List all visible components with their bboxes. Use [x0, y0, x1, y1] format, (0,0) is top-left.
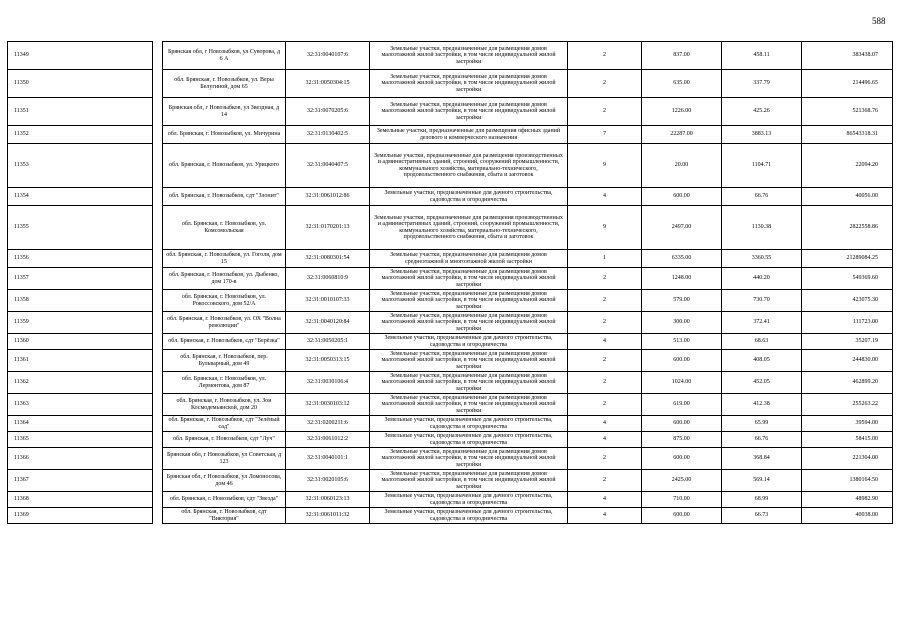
row-cadastral-value: 58415.00: [802, 432, 893, 448]
spacer: [153, 250, 163, 268]
row-address: обл. Брянская, г. Новозыбков, сдт "Злонит": [163, 188, 286, 206]
table-row: [8, 508, 893, 524]
row-area: 2425.00: [642, 470, 722, 492]
row-cadastral-value: 244830.00: [802, 350, 893, 372]
row-address: обл. Брянская, г. Новозыбков, сдт "Виктория": [163, 508, 286, 524]
row-land-use: Земельные участки, предназначенные для размещения домов малоэтажной жилой застройки, в том числе индивидуальной жилой застройки: [370, 98, 568, 126]
row-cadastral-value: 214496.65: [802, 70, 893, 98]
row-number: 11354: [8, 188, 153, 206]
row-specific-value: 368.84: [722, 448, 802, 470]
row-land-use: Земельные участки, предназначенные для размещения домов малоэтажной жилой застройки, в том числе индивидуальной жилой застройки: [370, 394, 568, 416]
row-land-use: Земельные участки, предназначенные для дачного строительства, садоводства и огородничества: [370, 188, 568, 206]
row-cadastral-number: 32:31:0030106:4: [286, 372, 370, 394]
row-cadastral-value: 39594.00: [802, 416, 893, 432]
row-address: обл. Брянская, г. Новозыбков, сдт "Луч": [163, 432, 286, 448]
table-row: [8, 250, 893, 268]
row-cadastral-value: 86543318.31: [802, 126, 893, 144]
row-cadastral-number: 32:31:0030103:12: [286, 394, 370, 416]
row-cadastral-value: 111723.00: [802, 312, 893, 334]
spacer: [153, 492, 163, 508]
row-cadastral-number: 32:31:0061011:32: [286, 508, 370, 524]
page-number: 588: [872, 16, 886, 26]
spacer: [153, 126, 163, 144]
row-cadastral-number: 32:31:0040407:5: [286, 144, 370, 188]
row-specific-value: 408.05: [722, 350, 802, 372]
row-cadastral-number: 32:31:0060810:9: [286, 268, 370, 290]
row-number: 11353: [8, 144, 153, 188]
row-number: 11352: [8, 126, 153, 144]
row-category: 4: [568, 432, 642, 448]
row-area: 2497.00: [642, 206, 722, 250]
row-category: 2: [568, 470, 642, 492]
row-address: обл. Брянская, г. Новозыбков, ул. Зои Космодемьянской, дом 20: [163, 394, 286, 416]
row-specific-value: 412.38: [722, 394, 802, 416]
row-category: 4: [568, 188, 642, 206]
cadastral-value-table: [7, 41, 893, 524]
spacer: [153, 188, 163, 206]
row-category: 4: [568, 508, 642, 524]
row-cadastral-number: 32:31:0040101:1: [286, 448, 370, 470]
row-specific-value: 425.26: [722, 98, 802, 126]
row-specific-value: 3360.55: [722, 250, 802, 268]
row-land-use: Земельные участки, предназначенные для размещения домов малоэтажной жилой застройки, в том числе индивидуальной жилой застройки: [370, 350, 568, 372]
row-land-use: Земельные участки, предназначенные для дачного строительства, садоводства и огородничества: [370, 432, 568, 448]
row-number: 11360: [8, 334, 153, 350]
row-cadastral-number: 32:31:0050205:1: [286, 334, 370, 350]
row-address: обл. Брянская, г. Новозыбков, ул. Урицкого: [163, 144, 286, 188]
row-address: обл. Брянская, г. Новозыбков, ул. Мичурина: [163, 126, 286, 144]
spacer: [153, 372, 163, 394]
row-cadastral-value: 22094.20: [802, 144, 893, 188]
row-area: 1024.00: [642, 372, 722, 394]
row-cadastral-value: 462899.20: [802, 372, 893, 394]
row-area: 600.00: [642, 508, 722, 524]
row-cadastral-number: 32:31:0061012:2: [286, 432, 370, 448]
row-area: 600.00: [642, 416, 722, 432]
row-number: 11359: [8, 312, 153, 334]
row-area: 20.00: [642, 144, 722, 188]
row-address: обл. Брянская, г. Новозыбков, ул. ОХ "Волна революции": [163, 312, 286, 334]
spacer: [153, 334, 163, 350]
row-cadastral-number: 32:31:0061012:86: [286, 188, 370, 206]
row-land-use: Земельные участки, предназначенные для размещения домов малоэтажной жилой застройки, в том числе индивидуальной жилой застройки: [370, 312, 568, 334]
row-category: 9: [568, 144, 642, 188]
table-row: [8, 416, 893, 432]
row-cadastral-value: 1380164.50: [802, 470, 893, 492]
spacer: [153, 508, 163, 524]
row-number: 11369: [8, 508, 153, 524]
row-cadastral-number: 32:31:0060123:13: [286, 492, 370, 508]
row-number: 11361: [8, 350, 153, 372]
row-area: 1226.00: [642, 98, 722, 126]
row-cadastral-value: 383438.07: [802, 42, 893, 70]
row-land-use: Земельные участки, предназначенные для размещения домов малоэтажной жилой застройки, в том числе индивидуальной жилой застройки: [370, 372, 568, 394]
row-land-use: Земельные участки, предназначенные для размещения домов малоэтажной жилой застройки, в том числе индивидуальной жилой застройки: [370, 70, 568, 98]
row-area: 600.00: [642, 350, 722, 372]
row-category: 2: [568, 350, 642, 372]
table-row: [8, 42, 893, 70]
table-row: [8, 206, 893, 250]
row-specific-value: 66.76: [722, 188, 802, 206]
row-category: 2: [568, 290, 642, 312]
row-category: 2: [568, 268, 642, 290]
row-category: 7: [568, 126, 642, 144]
row-number: 11356: [8, 250, 153, 268]
row-category: 4: [568, 492, 642, 508]
row-cadastral-number: 32:31:0020105:6: [286, 470, 370, 492]
row-area: 600.00: [642, 188, 722, 206]
row-cadastral-value: 221304.00: [802, 448, 893, 470]
row-category: 2: [568, 372, 642, 394]
row-specific-value: 1130.38: [722, 206, 802, 250]
row-cadastral-value: 40038.00: [802, 508, 893, 524]
row-address: обл. Брянская, г. Новозыбков, ул. Рокоссовского, дом 52/А: [163, 290, 286, 312]
spacer: [153, 144, 163, 188]
row-specific-value: 569.14: [722, 470, 802, 492]
spacer: [153, 206, 163, 250]
row-address: Брянская обл, г Новозыбков, ул Советская, д 123: [163, 448, 286, 470]
spacer: [153, 290, 163, 312]
row-category: 2: [568, 394, 642, 416]
row-cadastral-number: 32:31:0070205:6: [286, 98, 370, 126]
row-category: 9: [568, 206, 642, 250]
spacer: [153, 312, 163, 334]
row-number: 11351: [8, 98, 153, 126]
row-number: 11368: [8, 492, 153, 508]
spacer: [153, 70, 163, 98]
row-specific-value: 66.73: [722, 508, 802, 524]
row-area: 6335.00: [642, 250, 722, 268]
row-cadastral-value: 521368.76: [802, 98, 893, 126]
row-number: 11358: [8, 290, 153, 312]
row-specific-value: 1104.71: [722, 144, 802, 188]
row-address: обл. Брянская, г. Новозыбков, сдт "Зелёный сад": [163, 416, 286, 432]
table-row: [8, 290, 893, 312]
row-specific-value: 3883.13: [722, 126, 802, 144]
table-row: [8, 188, 893, 206]
row-address: обл. Брянская, г. Новозыбков, ул. Веры Белугиной, дом 65: [163, 70, 286, 98]
row-number: 11363: [8, 394, 153, 416]
spacer: [153, 42, 163, 70]
row-category: 2: [568, 98, 642, 126]
row-address: обл. Брянская, г. Новозыбков, пер. Бульварный, дом 49: [163, 350, 286, 372]
row-land-use: Земельные участки, предназначенные для размещения домов малоэтажной жилой застройки, в том числе индивидуальной жилой застройки: [370, 290, 568, 312]
row-area: 513.00: [642, 334, 722, 350]
row-cadastral-number: 32:31:0050313:15: [286, 350, 370, 372]
row-specific-value: 68.63: [722, 334, 802, 350]
row-cadastral-number: 32:31:0040120:84: [286, 312, 370, 334]
row-specific-value: 372.41: [722, 312, 802, 334]
row-category: 2: [568, 448, 642, 470]
row-cadastral-value: 21289084.25: [802, 250, 893, 268]
table-row: [8, 98, 893, 126]
row-land-use: Земельные участки, предназначенные для размещения домов малоэтажной жилой застройки, в том числе индивидуальной жилой застройки: [370, 42, 568, 70]
row-cadastral-number: 32:31:0040107:6: [286, 42, 370, 70]
row-number: 11350: [8, 70, 153, 98]
table-row: [8, 268, 893, 290]
row-category: 2: [568, 42, 642, 70]
row-number: 11362: [8, 372, 153, 394]
row-cadastral-number: 32:31:0080301:54: [286, 250, 370, 268]
row-area: 619.00: [642, 394, 722, 416]
row-specific-value: 730.70: [722, 290, 802, 312]
spacer: [153, 350, 163, 372]
row-land-use: Земельные участки, предназначенные для размещения домов малоэтажной жилой застройки, в том числе индивидуальной жилой застройки: [370, 470, 568, 492]
table-row: [8, 492, 893, 508]
table-row: [8, 70, 893, 98]
table-row: [8, 144, 893, 188]
spacer: [153, 470, 163, 492]
row-cadastral-value: 255263.22: [802, 394, 893, 416]
table-row: [8, 350, 893, 372]
row-land-use: Земельные участки, предназначенные для размещения домов среднеэтажной и многоэтажной жилой застройки: [370, 250, 568, 268]
spacer: [153, 416, 163, 432]
row-address: обл. Брянская, г. Новозыбков, ул. Дыбенко, дом 170-в: [163, 268, 286, 290]
table-row: [8, 126, 893, 144]
row-area: 837.00: [642, 42, 722, 70]
row-number: 11366: [8, 448, 153, 470]
row-cadastral-number: 32:31:0010107:33: [286, 290, 370, 312]
row-category: 2: [568, 312, 642, 334]
row-area: 579.00: [642, 290, 722, 312]
row-number: 11355: [8, 206, 153, 250]
row-address: Брянская обл, г Новозыбков, ул Суворова, д 6 А: [163, 42, 286, 70]
row-specific-value: 68.99: [722, 492, 802, 508]
spacer: [153, 394, 163, 416]
row-cadastral-number: 32:31:0170201:13: [286, 206, 370, 250]
row-category: 4: [568, 416, 642, 432]
table-row: [8, 470, 893, 492]
table-row: [8, 334, 893, 350]
row-area: 635.00: [642, 70, 722, 98]
row-cadastral-number: 32:31:0130402:5: [286, 126, 370, 144]
row-specific-value: 66.76: [722, 432, 802, 448]
row-area: 875.00: [642, 432, 722, 448]
row-number: 11357: [8, 268, 153, 290]
row-land-use: Земельные участки, предназначенные для размещения домов малоэтажной жилой застройки, в том числе индивидуальной жилой застройки: [370, 448, 568, 470]
row-land-use: Земельные участки, предназначенные для размещения производственных и административных зданий, строений, сооружений промышленности, коммунального хозяйства, материально-технического, продовольственного снабжения, сбыта и заготовок: [370, 206, 568, 250]
row-specific-value: 458.11: [722, 42, 802, 70]
row-cadastral-number: 32:31:0050304:15: [286, 70, 370, 98]
row-land-use: Земельные участки, предназначенные для размещения офисных зданий делового и коммерческого назначения: [370, 126, 568, 144]
row-specific-value: 440.20: [722, 268, 802, 290]
row-land-use: Земельные участки, предназначенные для размещения производственных и административных зданий, строений, сооружений промышленности, коммунального хозяйства, материально-технического, продовольственного снабжения, сбыта и заготовок: [370, 144, 568, 188]
row-address: обл. Брянская, г. Новозыбков, сдт "Звезда": [163, 492, 286, 508]
row-cadastral-value: 35207.19: [802, 334, 893, 350]
spacer: [153, 432, 163, 448]
row-number: 11364: [8, 416, 153, 432]
row-number: 11365: [8, 432, 153, 448]
row-cadastral-value: 48982.90: [802, 492, 893, 508]
row-address: обл. Брянская, г. Новозыбков, сдт "Берёзка": [163, 334, 286, 350]
row-address: обл. Брянская, г. Новозыбков, ул. Лермонтова, дом 87: [163, 372, 286, 394]
table-row: [8, 394, 893, 416]
table-row: [8, 448, 893, 470]
row-cadastral-value: 40056.00: [802, 188, 893, 206]
row-address: обл. Брянская, г. Новозыбков, ул. Комсомольская: [163, 206, 286, 250]
row-cadastral-value: 549369.60: [802, 268, 893, 290]
row-address: обл. Брянская, г. Новозыбков, ул. Гоголя, дом 15: [163, 250, 286, 268]
spacer: [153, 448, 163, 470]
row-area: 22287.00: [642, 126, 722, 144]
row-category: 1: [568, 250, 642, 268]
row-number: 11349: [8, 42, 153, 70]
row-area: 300.00: [642, 312, 722, 334]
row-land-use: Земельные участки, предназначенные для размещения домов малоэтажной жилой застройки, в том числе индивидуальной жилой застройки: [370, 268, 568, 290]
row-area: 1248.00: [642, 268, 722, 290]
table-row: [8, 312, 893, 334]
row-specific-value: 65.99: [722, 416, 802, 432]
table-row: [8, 432, 893, 448]
row-cadastral-number: 32:31:0200211:6: [286, 416, 370, 432]
row-number: 11367: [8, 470, 153, 492]
row-address: Брянская обл, г Новозыбков, ул Ломоносова, дом 46: [163, 470, 286, 492]
row-land-use: Земельные участки, предназначенные для дачного строительства, садоводства и огородничества: [370, 492, 568, 508]
row-cadastral-value: 423075.30: [802, 290, 893, 312]
spacer: [153, 98, 163, 126]
row-area: 600.00: [642, 448, 722, 470]
spacer: [153, 268, 163, 290]
row-land-use: Земельные участки, предназначенные для дачного строительства, садоводства и огородничества: [370, 416, 568, 432]
row-specific-value: 452.05: [722, 372, 802, 394]
row-area: 710.00: [642, 492, 722, 508]
row-category: 2: [568, 70, 642, 98]
row-land-use: Земельные участки, предназначенные для дачного строительства, садоводства и огородничества: [370, 508, 568, 524]
table-row: [8, 372, 893, 394]
row-address: Брянская обл, г Новозыбков, ул Звездная, д 14: [163, 98, 286, 126]
row-specific-value: 337.79: [722, 70, 802, 98]
row-category: 4: [568, 334, 642, 350]
row-land-use: Земельные участки, предназначенные для дачного строительства, садоводства и огородничества: [370, 334, 568, 350]
row-cadastral-value: 2822558.86: [802, 206, 893, 250]
